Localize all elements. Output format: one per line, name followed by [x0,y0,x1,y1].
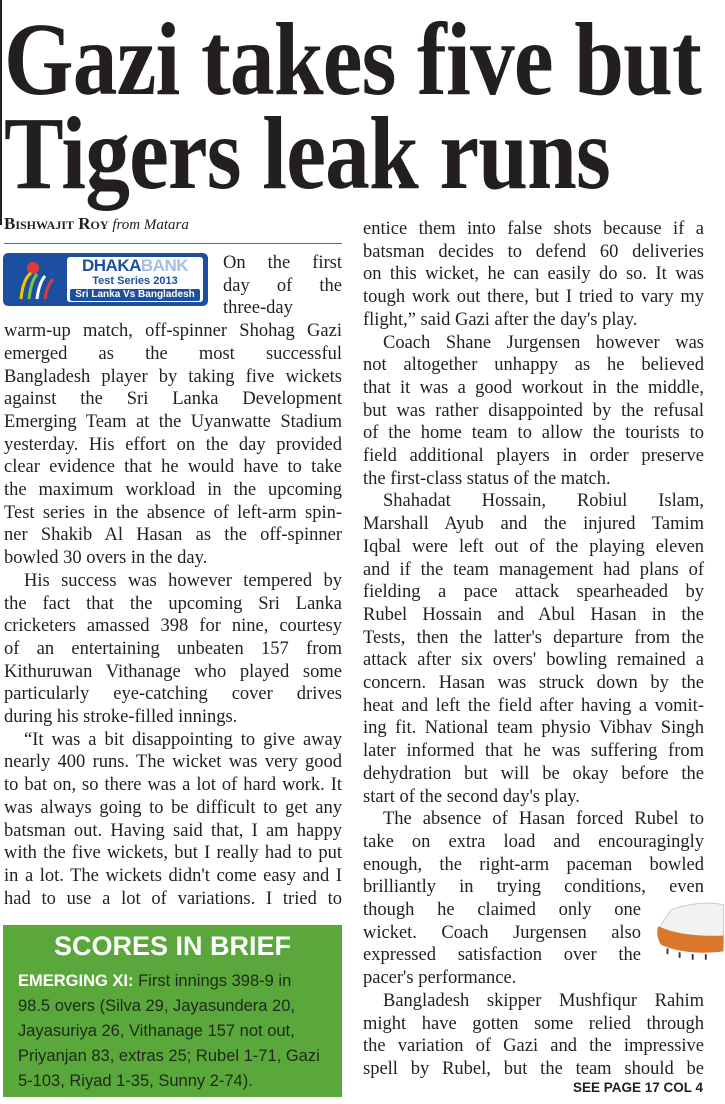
text-line: wicket. Coach Jurgensen also [363,922,641,943]
text-line: warm-up match, off-spinner Shohag Gazi [4,321,342,342]
dateline: from Matara [112,217,189,233]
text-line: Test series in the absence of left-arm spin- [4,502,342,523]
scores-line [18,969,291,993]
text-line: take on extra load and encouragingly [363,831,704,852]
continuation-note: SEE PAGE 17 COL 4 [572,1080,703,1095]
text-line: “It was a bit disappointing to give away [24,729,342,750]
text-line: spell by Rubel, but the team should be [363,1058,704,1079]
scores-line [18,1019,295,1043]
text-line: ing fit. National team physio Vibhav Singh [363,718,704,739]
text-line: field additional players in order preserve [363,446,704,466]
scores-title: SCORES IN BRIEF [53,931,292,961]
page-edge-rule [0,0,2,225]
text-line: of the home team to allow the tourists to [363,423,704,444]
text-line: cricketers amassed 398 for nine, courtesy [4,616,342,637]
text-line: emerged as the most successful [4,343,342,364]
scores-team-label: EMERGING XI: [18,972,134,990]
text-line: Kithuruwan Vithanage who played some [4,661,342,682]
text-line: but was rather disappointed by the refusal [363,400,704,421]
scores-line [18,1044,320,1068]
text-line: batsman decides to defend 60 deliveries [363,241,704,262]
text-line: expressed satisfaction over the [363,945,641,966]
text-line: clear evidence that he would have to take [4,457,342,478]
text-line: to bat on, so there was a lot of hard work. It [4,775,342,796]
scores-text: 98.5 overs (Silva 29, Jayasundera 20, [18,997,295,1015]
text-line: pacer's performance. [363,968,517,989]
text-line: Bangladesh skipper Mushfiqur Rahim [383,990,704,1011]
text-line: batsman out. Having said that, I am happy [4,820,342,841]
headline-line-1: Gazi takes five but [4,2,701,117]
text-line: Rubel Hossain and Abul Hasan in the [363,604,704,625]
text-line: dehydration but will be okay before the [363,763,704,784]
text-line: On the first [223,253,342,273]
text-line: was always going to be difficult to get any [4,797,342,818]
text-line: with the five wickets, but I really had to put [4,843,342,864]
logo-brand-dhaka: DHAKA [82,256,141,275]
text-line: day of the [223,275,342,296]
text-line: Tests, then the latter's departure from the [363,627,704,648]
cricket-ball-icon [13,259,61,301]
text-line: and if the team management had plans of [363,559,704,580]
text-line: the fact that the upcoming Sri Lanka [4,593,342,614]
byline-divider [4,243,342,244]
text-line: Marshall Ayub and the injured Tamim [363,514,704,535]
text-line: though he claimed only one [363,900,641,920]
scores-line [18,1069,253,1093]
text-line: ner Shakib Al Hasan as the off-spinner [4,525,342,546]
text-line: that it was a good workout in the middle, [363,377,704,398]
text-line: start of the second day's play. [363,786,580,807]
text-line: particularly eye-catching cover drives [4,684,342,705]
text-line: nearly 400 runs. The wicket was very good [4,752,342,773]
text-line: His success was however tempered by [24,570,342,591]
text-line: fielding a pace attack spearheaded by [363,582,704,603]
text-line: enough, the right-arm paceman bowled [363,854,704,875]
text-line: Iqbal were left out of the playing eleven [363,536,704,557]
scores-text: 5-103, Riyad 1-35, Sunny 2-74). [18,1072,253,1090]
text-line: the first-class status of the match. [363,468,611,489]
text-line: tough work out there, but I tried to vary my [363,287,704,308]
byline [4,214,189,234]
text-line: against the Sri Lanka Development [4,389,342,410]
text-line: on this wicket, he can easily do so. It was [363,264,704,285]
text-line: heat and left the field after having a vomit- [363,695,704,716]
logo-brand-bank: BANK [140,256,188,275]
text-line: bowled 30 overs in the day. [4,548,208,569]
text-line: attack after six overs' bowling remained a [363,650,704,671]
cricket-shoe-image [652,900,725,970]
series-logo [3,253,208,306]
text-line: yesterday. His effort on the day provided [4,434,342,455]
text-line: Coach Shane Jurgensen however was [383,332,704,353]
author-name: Bishwajit Roy [4,214,109,233]
scores-text: Priyanjan 83, extras 25; Rubel 1-71, Gazi [18,1047,320,1065]
text-line: in a lot. The wickets didn't come easy and I [4,865,342,886]
text-line: three-day [223,298,293,319]
text-line: flight,” said Gazi after the day's play. [363,309,638,330]
text-line: might have gotten some relied through [363,1013,704,1034]
text-line: of an entertaining unbeaten 157 from [4,638,342,659]
text-line: Shahadat Hossain, Robiul Islam, [383,491,704,512]
logo-series: Test Series 2013 [92,275,178,287]
scores-in-brief-box [3,925,342,1097]
text-line: concern. Hasan was struck down by the [363,673,704,693]
text-line: brilliantly in trying conditions, even [363,877,704,898]
scores-line [18,994,295,1018]
scores-text: Jayasuriya 26, Vithanage 157 not out, [18,1022,295,1040]
text-line: not altogether unhappy as he believed [363,355,704,376]
text-line: later informed that he was suffering from [363,741,704,762]
headline-line-2: Tigers leak runs [4,96,610,211]
text-line: the maximum workload in the upcoming [4,480,342,500]
text-line: had to use a lot of variations. I tried to [4,888,342,909]
text-line: entice them into false shots because if a [363,219,704,239]
text-line: during his stroke-filled innings. [4,707,238,727]
text-line: The absence of Hasan forced Rubel to [383,809,704,830]
text-line: Emerging Team at the Uyanwatte Stadium [4,411,342,432]
text-line: Bangladesh player by taking five wickets [4,366,342,387]
text-line: the variation of Gazi and the impressive [363,1036,704,1057]
scores-text: First innings 398-9 in [133,972,292,990]
logo-match: Sri Lanka Vs Bangladesh [70,289,200,301]
